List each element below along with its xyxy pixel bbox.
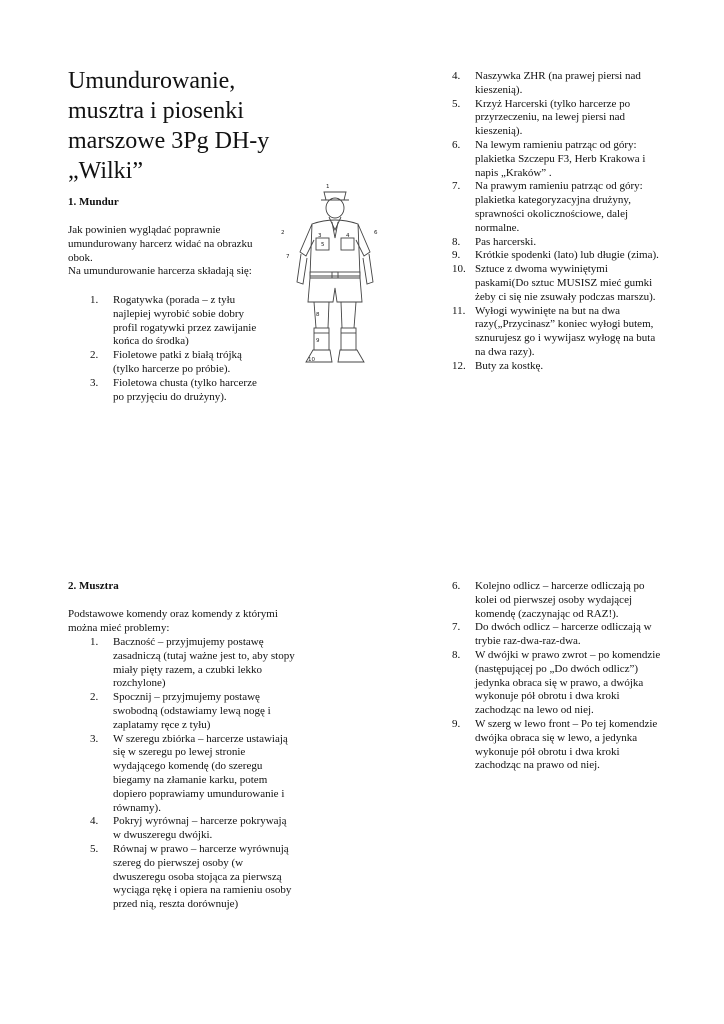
section1-intro-line2: Na umundurowanie harcerza składają się: [68, 265, 252, 278]
list-item: 2. Spocznij – przyjmujemy postawę swobodną (odstawiamy lewą nogę i zaplatamy ręce z tyłu) [90, 691, 271, 731]
figure-label: 9 [316, 338, 320, 344]
list-item: 2. Fioletowe patki z białą trójką (tylko harcerze po próbie). [90, 349, 242, 375]
list-item: 6. Kolejno odlicz – harcerze odliczają po kolei od pierwszej osoby wydającej komendę (zaczynając od RAZ!). [452, 580, 645, 620]
list-item: 5. Krzyż Harcerski (tylko harcerze po przyrzeczeniu, na lewej piersi nad kieszenią). [452, 97, 631, 138]
figure-label: 1 [326, 184, 330, 190]
list-item: 1. Rogatywka (porada – z tyłu najlepiej wyrobić sobie dobry profil rogatywki przez zawijanie końca do środka) [90, 294, 257, 348]
figure-label: 10 [308, 357, 315, 363]
section2-intro: Podstawowe komendy oraz komendy z którymi można mieć problemy: [68, 608, 278, 634]
drill-list-right [452, 580, 664, 773]
list-item: 7. Do dwóch odlicz – harcerze odliczają w trybie raz-dwa-raz-dwa. [452, 621, 652, 648]
figure-label: 7 [286, 254, 290, 260]
list-item: 12. Buty za kostkę. [452, 359, 544, 372]
section1-heading: 1. Mundur [68, 196, 119, 208]
scout-uniform-drawing [276, 180, 394, 370]
figure-label: 5 [321, 242, 325, 248]
list-item: 7. Na prawym ramieniu patrząc od góry: plakietka kategoryzacyjna drużyny, sprawności okolicznościowe, dalej normalne. [452, 180, 643, 234]
list-item: 8. W dwójki w prawo zwrot – po komendzie (następującej po „Do dwóch odlicz”) jedynka obraca się w prawo, a dwójka wykonuje pół obrotu i dwa kroki zachodząc na lewo od niej. [452, 648, 661, 717]
section1-intro [68, 224, 268, 279]
list-item: 11. Wyłogi wywinięte na but na dwa razy(„Przycinasz” koniec wyłogi butem, sznurujesz go i wywijasz wyłogę na buta na dwa razy). [452, 304, 656, 358]
list-item: 4. Pokryj wyrównaj – harcerze pokrywają w dwuszeregu dwójki. [90, 815, 287, 842]
list-item: 3. W szeregu zbiórka – harcerze ustawiają się w szeregu po lewej stronie wydającego komendę (do szeregu biegamy na złamanie karku, potem dopiero poprawiamy umundurowanie i równamy). [90, 732, 288, 814]
list-item: 10. Sztuce z dwoma wywiniętymi paskami(Do sztuc MUSISZ mieć gumki żeby ci się nie zsuwały podczas marszu). [452, 263, 656, 303]
figure-label: 6 [374, 230, 378, 236]
scout-uniform-figure [276, 180, 394, 370]
drill-list-left [90, 636, 296, 912]
list-item: 9. W szerg w lewo front – Po tej komendzie dwójka obraca się w lewo, a jedynka wykonuje pół obrotu i dwa kroki zachodząc na prawo od niej. [452, 717, 658, 772]
figure-label: 8 [316, 312, 320, 318]
figure-label: 2 [281, 230, 285, 236]
figure-label: 3 [318, 233, 322, 239]
uniform-list-left [90, 294, 266, 404]
page-title: Umundurowanie, musztra i piosenki marszowe 3Pg DH-y „Wilki” [68, 68, 270, 184]
section2-heading: 2. Musztra [68, 580, 119, 592]
figure-label: 4 [346, 233, 350, 239]
list-item: 5. Równaj w prawo – harcerze wyrównują szereg do pierwszej osoby (w dwuszeregu osoba stojąca za pierwszą wyciąga rękę i opiera na ramieniu osoby przed nią, reszta dorównuje) [90, 842, 292, 911]
list-item: 4. Naszywka ZHR (na prawej piersi nad kieszenią). [452, 70, 641, 96]
list-item: 1. Baczność – przyjmujemy postawę zasadniczą (tutaj ważne jest to, aby stopy miały pięty razem, a czubki lekko rozchylone) [90, 636, 295, 690]
list-item: 6. Na lewym ramieniu patrząc od góry: plakietka Szczepu F3, Herb Krakowa i napis „Kraków” . [452, 138, 646, 179]
uniform-list-right [452, 70, 664, 374]
list-item: 3. Fioletowa chusta (tylko harcerze po przyjęciu do drużyny). [90, 376, 257, 403]
section1-intro-line1: Jak powinien wyglądać poprawnie umundurowany harcerz widać na obrazku obok. [68, 224, 253, 264]
list-item: 8. Pas harcerski. [452, 235, 537, 248]
list-item: 9. Krótkie spodenki (lato) lub długie (zima). [452, 249, 659, 262]
